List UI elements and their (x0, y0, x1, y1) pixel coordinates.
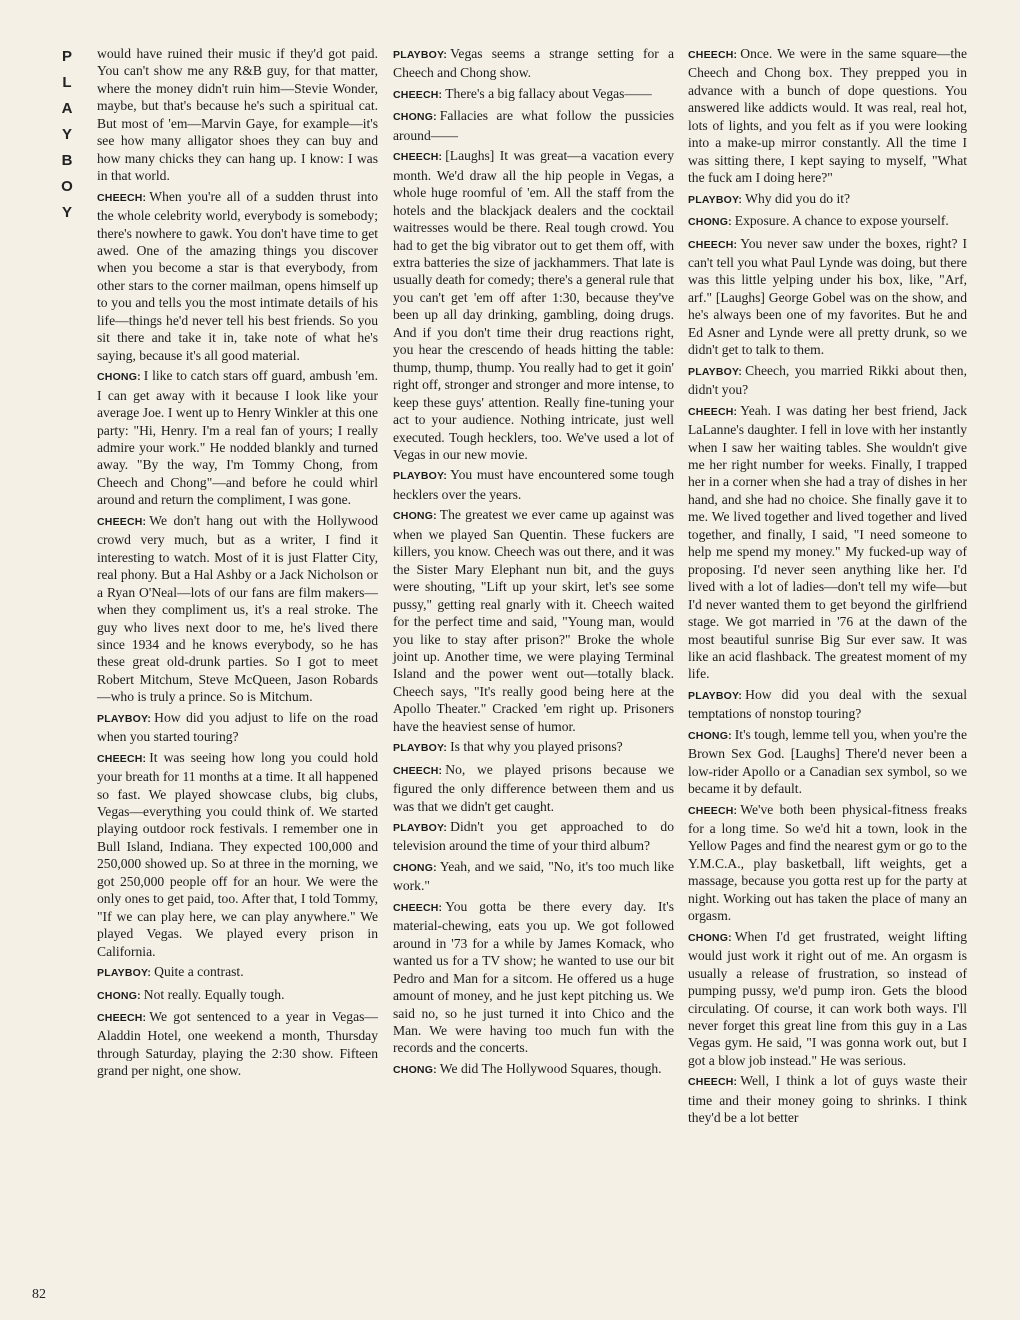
paragraph-text: When I'd get frustrated, weight lifting would just work it right out of me. An orgasm is usually a release of frustration, so instead of pumping pussy, we'd pump iron. Gets the blood circulating. Of course, it can work both ways. I'll never forget this great line from this guy in a Las Vegas gym. He said, "I was gonna work out, but I got a blow job instead." He was serious. (688, 928, 967, 1068)
speaker-label: CHONG: (688, 931, 732, 944)
speaker-label: CHONG: (393, 111, 437, 124)
interview-paragraph (688, 362, 967, 399)
paragraph-text: We don't hang out with the Hollywood crowd very much, but as a writer, I find it interesting to watch. Most of it is just Flatter City, real phony. But a Hal Ashby or a Jack Nicholson or a Ryan O'Neal—lots of our fans are film makers—when they compliment us, it's a real stroke. The guy who lives next door to me, he's lived there since 1934 and he knows everybody, so he has these great old-drunk parties. So I got to meet Robert Mitchum, Steve McQueen, Jason Robards—who is truly a prince. So is Mitchum. (97, 512, 378, 705)
speaker-label: PLAYBOY: (97, 967, 152, 980)
interview-paragraph (393, 466, 674, 503)
paragraph-text: It's tough, lemme tell you, when you're the Brown Sex God. [Laughs] There'd never been a low-rider Apollo or a Canadian sex symbol, so we became it by default. (688, 726, 967, 797)
interview-paragraph (393, 147, 674, 463)
paragraph-text: You never saw under the boxes, right? I can't tell you what Paul Lynde was doing, but there was this little yelping under his box, like, "Arf, arf." [Laughs] George Gobel was on the show, and he's always been one of my favorites. But he and Ed Asner and Lynde were all pretty drunk, so we didn't get to talk to them. (688, 235, 967, 358)
playboy-masthead (56, 44, 78, 226)
paragraph-text: Cheech, you married Rikki about then, didn't you? (688, 362, 967, 398)
text-column-2 (393, 45, 674, 1082)
paragraph-text: Exposure. A chance to expose yourself. (734, 213, 949, 229)
interview-paragraph (688, 1072, 967, 1126)
interview-paragraph (688, 212, 967, 231)
speaker-label: CHEECH: (688, 49, 738, 61)
speaker-label: PLAYBOY: (393, 470, 448, 483)
paragraph-text: The greatest we ever came up against was when we played San Quentin. These fuckers are killers, you know. Cheech was out there, and it was the Sister Mary Elephant nun bit, and the guys were shouting, "Lift up your skirt, let's see some pussy," getting real gnarly with it. Cheech waited for the perfect time and said, "Young man, would you like to stay after prison?" Broke the whole joint up. Another time, we were playing Terminal Island and the power went out—totally black. Cheech says, "It's really good being here at the Apollo Theater." Cracked 'em right up. Prisoners have the heaviest sense of humor. (393, 507, 674, 734)
speaker-label: CHEECH: (97, 752, 147, 765)
paragraph-text: There's a big fallacy about Vegas—— (445, 85, 652, 101)
speaker-label: PLAYBOY: (97, 712, 152, 725)
speaker-label: CHEECH: (688, 238, 738, 251)
speaker-label: CHONG: (393, 1063, 437, 1076)
interview-paragraph (393, 898, 674, 1057)
paragraph-text: Why did you do it? (745, 190, 851, 206)
interview-paragraph (97, 963, 378, 982)
speaker-label: PLAYBOY: (393, 742, 448, 755)
paragraph-text: Is that why you played prisons? (450, 739, 623, 755)
interview-paragraph (393, 761, 674, 815)
masthead-letter: Y (61, 204, 72, 221)
paragraph-text: I like to catch stars off guard, ambush 'em. I can get away with it because I look like your average Joe. I went up to Henry Winkler at this one party: "Hi, Henry. I'm a real fan of yours; I really admire your work." He nodded blankly and turned away. "By the way, I'm Tommy Chong, from Cheech and Chong"—and before he could whirl around and return the compliment, I was gone. (97, 368, 378, 508)
paragraph-text: When you're all of a sudden thrust into the whole celebrity world, everybody is somebody; there's nowhere to gawk. You don't have time to get awed. One of the amazing things you discover when you become a star is that everybody, from other stars to the corner mailman, opens himself up to you and tells you the most intimate details of his life—things he'd never tell his best friends. So you sit there and take it in, take note of what he's saying, because it's all good material. (97, 188, 378, 363)
paragraph-text: Once. We were in the same square—the Cheech and Chong box. They prepped you in advance with a bunch of dope questions. You answered like addicts would. It was real, real hot, lots of lights, and you felt as if you were looking into a make-up mirror constantly. All the time I was sitting there, I kept saying to myself, "What the fuck am I doing here?" (688, 46, 967, 186)
interview-paragraph (393, 738, 674, 757)
masthead-letter: O (61, 178, 73, 195)
masthead-letter: A (61, 100, 73, 117)
interview-paragraph (393, 1060, 674, 1079)
speaker-label: CHONG: (688, 729, 732, 742)
speaker-label: CHEECH: (393, 901, 443, 914)
speaker-label: PLAYBOY: (393, 822, 448, 835)
masthead-letter: P (61, 48, 72, 65)
interview-paragraph (688, 190, 967, 209)
speaker-label: CHONG: (97, 989, 141, 1002)
paragraph-text: It was seeing how long you could hold your breath for 11 months at a time. It all happened so fast. We played showcase clubs, big clubs, Vegas—everything you could think of. We started playing outdoor rock festivals. I remember one in Bull Island, Indiana. They expected 100,000 and 250,000 showed up. So at three in the morning, we got 250,000 people off for an hour. We were the only ones to get paid, too. After that, I told Tommy, "If we can play here, we can play anywhere." We played Vegas. We played every prison in California. (97, 749, 378, 959)
interview-paragraph (97, 709, 378, 746)
interview-paragraph (688, 45, 967, 187)
interview-paragraph (97, 367, 378, 509)
speaker-label: PLAYBOY: (688, 689, 743, 702)
interview-paragraph (393, 45, 674, 82)
interview-paragraph (688, 726, 967, 798)
paragraph-text: We got sentenced to a year in Vegas—Aladdin Hotel, one weekend a month, Thursday through Saturday, playing the 2:30 show. Fifteen grand per night, one show. (97, 1009, 378, 1079)
paragraph-text: You must have encountered some tough hecklers over the years. (393, 467, 674, 502)
interview-paragraph (97, 45, 378, 185)
speaker-label: PLAYBOY: (393, 49, 448, 61)
interview-paragraph (688, 686, 967, 723)
speaker-label: CHEECH: (97, 191, 147, 204)
paragraph-text: You gotta be there every day. It's material-chewing, eats you up. We got followed around in '73 for a while by James Komack, who wanted us for a TV show; he wanted to use our bit Pedro and Man for a sitcom. He offered us a huge amount of money, and he just kept pitching us. We said no, so he just turned it into Chico and the Man. We were having too much fun with the records and the concerts. (393, 898, 674, 1056)
masthead-letter: B (61, 152, 73, 169)
interview-paragraph (393, 85, 674, 104)
masthead-letter: L (62, 74, 72, 91)
text-column-1 (97, 45, 378, 1083)
interview-paragraph (97, 1008, 378, 1080)
interview-paragraph (97, 986, 378, 1005)
interview-paragraph (393, 858, 674, 895)
speaker-label: CHONG: (393, 510, 437, 523)
speaker-label: CHEECH: (97, 1012, 147, 1025)
paragraph-text: Yeah. I was dating her best friend, Jack LaLanne's daughter. I fell in love with her instantly when I saw her waiting tables. She wouldn't give me her right number for weeks. Finally, I trapped her in a corner when she had a tray of dishes in her hand, and she had no choice. She finally gave it to me. We lived together and lived together and lived together, and finally, I said, "I need someone to help me spend my money." My fucked-up way of proposing. I'd never seen anything like her. I'd lived with a lot of ladies—don't tell my wife—but I'd never wanted them to get beyond the girlfriend stage. We got married in '76 at the dawn of the most beautiful sunrise Big Sur ever saw. It was like an acid flashback. The greatest moment of my life. (688, 402, 967, 682)
paragraph-text: We did The Hollywood Squares, though. (439, 1060, 662, 1076)
interview-paragraph (688, 801, 967, 925)
interview-paragraph (393, 107, 674, 144)
paragraph-text: Well, I think a lot of guys waste their time and their money going to shrinks. I think they'd be a lot better (688, 1073, 967, 1126)
speaker-label: CHEECH: (97, 515, 147, 528)
paragraph-text: How did you adjust to life on the road when you started touring? (97, 709, 378, 745)
interview-paragraph (688, 928, 967, 1070)
paragraph-text: [Laughs] It was great—a vacation every month. We'd draw all the hip people in Vegas, a whole huge roomful of 'em. All the staff from the hotels and the blackjack dealers and the cocktail waitresses would be there. Real tough crowd. You had to get the big vibrator out to get them off, with extra batteries the size of jackhammers. That late is usually death for comedy; there's a general rule that you can't get 'em off after 1:30, because they've been up all day drinking, gambling, doing drugs. And if you don't time their drug reactions right, you hear the crescendo of heads hitting the table: thump, thump, thump. You really had to get it goin' right off, stronger and stronger and more intense, to keep these guys' attention. Really fine-tuning your act to your audience. Nothing intricate, just well executed. Tough hecklers, too. We've used a lot of Vegas in our new movie. (393, 148, 675, 462)
interview-paragraph (688, 402, 967, 683)
speaker-label: CHEECH: (688, 804, 738, 817)
paragraph-text: Quite a contrast. (154, 964, 244, 980)
speaker-label: CHEECH: (393, 88, 443, 101)
speaker-label: CHEECH: (688, 1076, 738, 1089)
paragraph-text: Yeah, and we said, "No, it's too much like work." (393, 858, 674, 894)
paragraph-text: would have ruined their music if they'd got paid. You can't show me any R&B guy, for that matter, where the money didn't ruin him—Stevie Wonder, maybe, but that's because he's such a spiritual cat. But most of 'em—Marvin Gaye, for example—it's see how many alligator shoes they can buy and how many chicks they can hang up. I know: I was in that world. (97, 46, 378, 184)
paragraph-text: We've both been physical-fitness freaks for a long time. So we'd hit a town, look in the Yellow Pages and find the nearest gym or go to the Y.M.C.A., play basketball, lift weights, get a massage, because you gotta rest up for the party at night. Working out has taken the place of many an orgasm. (688, 801, 967, 924)
interview-paragraph (97, 749, 378, 960)
interview-paragraph (97, 188, 378, 365)
page-number: 82 (32, 1287, 46, 1302)
paragraph-text: No, we played prisons because we figured the only difference between them and us was that we didn't get caught. (393, 761, 674, 814)
speaker-label: CHEECH: (688, 405, 738, 418)
speaker-label: CHEECH: (393, 764, 443, 777)
interview-paragraph (393, 506, 674, 735)
speaker-label: PLAYBOY: (688, 193, 743, 206)
speaker-label: CHONG: (393, 861, 437, 874)
speaker-label: PLAYBOY: (688, 365, 743, 378)
paragraph-text: Fallacies are what follow the pussicies around—— (393, 108, 674, 143)
speaker-label: CHONG: (688, 216, 732, 229)
paragraph-text: Didn't you get approached to do television around the time of your third album? (393, 819, 674, 854)
text-column-3 (688, 45, 967, 1130)
speaker-label: CHONG: (97, 371, 141, 384)
speaker-label: CHEECH: (393, 151, 443, 164)
interview-paragraph (393, 818, 674, 855)
interview-paragraph (97, 512, 378, 706)
paragraph-text: Vegas seems a strange setting for a Cheech and Chong show. (393, 46, 674, 81)
paragraph-text: Not really. Equally tough. (143, 986, 285, 1002)
masthead-letter: Y (61, 126, 72, 143)
interview-paragraph (688, 235, 967, 359)
paragraph-text: How did you deal with the sexual temptations of nonstop touring? (688, 686, 967, 722)
